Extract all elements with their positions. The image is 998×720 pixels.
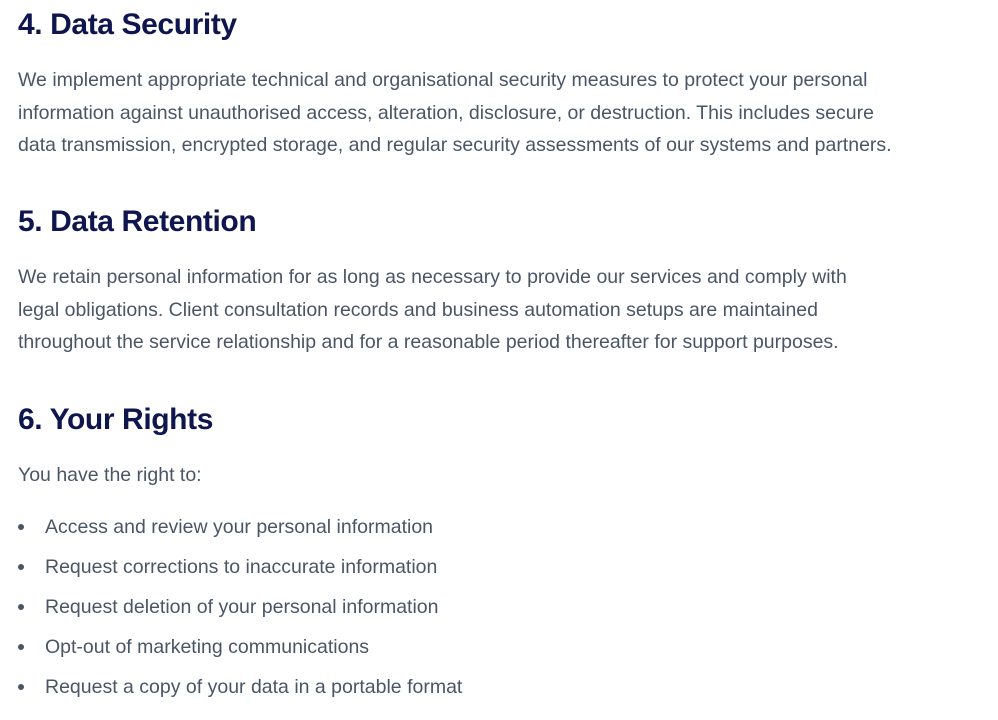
list-item-text: Request deletion of your personal information — [45, 596, 439, 618]
data-security-paragraph — [18, 64, 892, 162]
list-item — [18, 667, 462, 707]
paragraph-line: information against unauthorised access, alteration, disclosure, or destruction. This includes secure — [18, 101, 874, 124]
bullet-icon — [18, 604, 24, 610]
bullet-icon — [18, 644, 24, 650]
paragraph-line: throughout the service relationship and for a reasonable period thereafter for support purposes. — [18, 331, 839, 354]
list-item-text: Access and review your personal information — [45, 516, 434, 538]
data-retention-paragraph — [18, 261, 847, 359]
paragraph-line: data transmission, encrypted storage, and regular security assessments of our systems and partners. — [18, 134, 892, 157]
paragraph-line: legal obligations. Client consultation records and business automation setups are maintained — [18, 298, 818, 321]
rights-list — [18, 507, 462, 707]
data-retention-heading: 5. Data Retention — [18, 205, 257, 238]
list-item-text: Request corrections to inaccurate information — [45, 556, 438, 578]
list-item — [18, 627, 462, 667]
list-item — [18, 587, 462, 627]
list-item-text: Opt-out of marketing communications — [45, 636, 370, 658]
bullet-icon — [18, 564, 24, 570]
paragraph-line: We retain personal information for as long as necessary to provide our services and comply with — [18, 266, 847, 288]
bullet-icon — [18, 684, 24, 690]
data-security-heading: 4. Data Security — [18, 8, 237, 41]
your-rights-intro: You have the right to: — [18, 464, 202, 486]
list-item — [18, 507, 462, 547]
list-item-text: Request a copy of your data in a portable format — [45, 676, 463, 698]
list-item — [18, 547, 462, 587]
your-rights-heading: 6. Your Rights — [18, 403, 213, 436]
paragraph-line: We implement appropriate technical and organisational security measures to protect your personal — [18, 69, 868, 91]
bullet-icon — [18, 524, 24, 530]
